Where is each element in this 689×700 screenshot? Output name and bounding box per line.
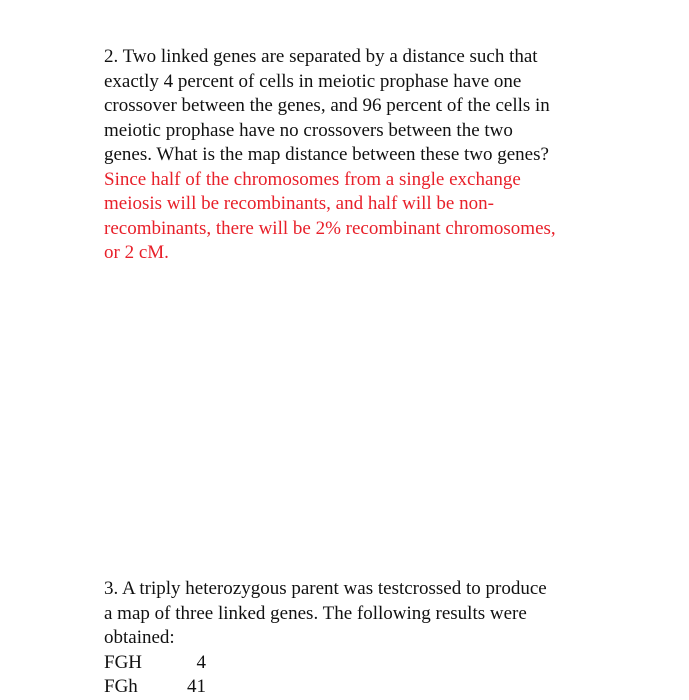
answer-line-2: meiosis will be recombinants, and half will be non- <box>104 193 494 214</box>
question-2-line-2: exactly 4 percent of cells in meiotic prophase have one <box>104 70 522 92</box>
answer-line-4: or 2 cM. <box>104 242 169 263</box>
question-3 <box>104 577 624 700</box>
count: 4 <box>196 651 206 673</box>
question-2-line-4: meiotic prophase have no crossovers between the two <box>104 119 513 141</box>
results-table <box>104 651 624 700</box>
result-row <box>104 675 624 700</box>
question-2-line-5: genes. What is the map distance between these two genes? <box>104 144 549 165</box>
genotype: FGh <box>104 676 138 697</box>
genotype: FGH <box>104 651 143 673</box>
count: 41 <box>187 676 206 697</box>
question-2-answer <box>104 168 624 266</box>
question-2-line-3: crossover between the genes, and 96 percent of the cells in <box>104 95 550 116</box>
question-2-line-1: 2. Two linked genes are separated by a distance such that <box>104 46 538 67</box>
question-2 <box>104 45 624 266</box>
question-3-line-2: a map of three linked genes. The following results were <box>104 602 527 624</box>
question-3-line-3: obtained: <box>104 627 175 648</box>
result-row <box>104 651 624 676</box>
answer-line-3: recombinants, there will be 2% recombinant chromosomes, <box>104 217 556 239</box>
question-3-line-1: 3. A triply heterozygous parent was testcrossed to produce <box>104 578 547 599</box>
answer-line-1: Since half of the chromosomes from a single exchange <box>104 168 521 190</box>
